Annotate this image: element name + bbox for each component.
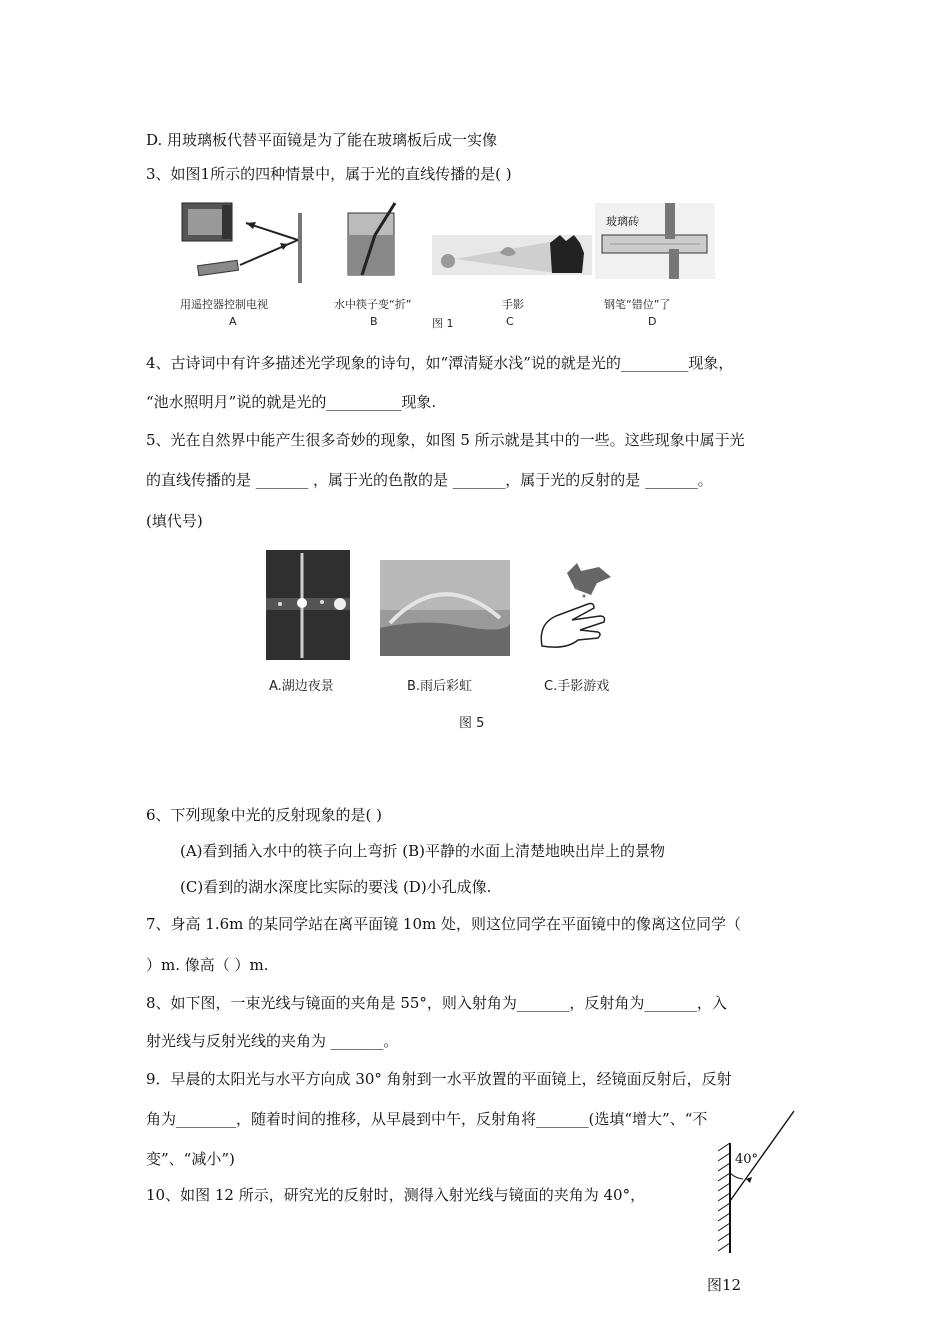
question-5-line-1: 5、光在自然界中能产生很多奇妙的现象，如图 5 所示就是其中的一些。这些现象中属于光	[146, 431, 745, 449]
figure-1-drawing	[170, 195, 730, 335]
rainbow-photo	[380, 560, 510, 656]
question-9-line-3: 变”、“减小”)	[146, 1150, 235, 1168]
fig5-caption-c: C.手影游戏	[544, 679, 610, 694]
question-6: 6、下列现象中光的反射现象的是( )	[146, 806, 383, 824]
fig1-letter-c: C	[506, 315, 514, 328]
fig1-caption-a: 用遥控器控制电视	[180, 298, 268, 311]
figure-12-drawing	[708, 1105, 808, 1255]
fig1-letter-b: B	[370, 315, 378, 328]
question-5-line-2: 的直线传播的是 _______ ，属于光的色散的是 _______，属于光的反射的是 _______。	[146, 471, 713, 489]
fig1-letter-d: D	[648, 315, 657, 328]
fig5-caption-a: A.湖边夜景	[269, 679, 334, 694]
question-8-line-1: 8、如下图，一束光线与镜面的夹角是 55°，则入射角为_______，反射角为_______，入	[146, 994, 727, 1012]
question-3: 3、如图1所示的四种情景中，属于光的直线传播的是( )	[146, 165, 512, 183]
question-9-line-2: 角为________，随着时间的推移，从早晨到中午，反射角将_______(选填“增大”、“不	[146, 1110, 708, 1128]
fig1-caption-d: 钢笔“错位”了	[604, 298, 671, 311]
glass-brick-label: 玻璃砖	[606, 215, 639, 228]
figure-5	[262, 548, 632, 663]
pen-behind-glass-icon	[595, 203, 715, 279]
fig5-caption-b: B.雨后彩虹	[407, 679, 473, 694]
fig1-caption-c: 手影	[502, 298, 524, 311]
question-4-line-1: 4、古诗词中有许多描述光学现象的诗句，如“潭清疑水浅”说的就是光的_________现象，	[146, 354, 734, 372]
figure-5-drawing	[262, 548, 632, 663]
question-7-line-1: 7、身高 1.6m 的某同学站在离平面镜 10m 处，则这位同学在平面镜中的像离这位同学（	[146, 915, 742, 933]
chopsticks-in-water-icon	[348, 203, 395, 275]
question-9-line-1: 9．早晨的太阳光与水平方向成 30° 角射到一水平放置的平面镜上，经镜面反射后，反射	[146, 1070, 732, 1088]
mirror-icon	[718, 1143, 730, 1253]
fig12-title: 图12	[707, 1276, 742, 1294]
question-6-options-cd: (C)看到的湖水深度比实际的要浅 (D)小孔成像.	[180, 878, 492, 896]
question-4-line-2: “池水照明月”说的就是光的__________现象.	[146, 393, 437, 411]
hand-shadow-game-illustration	[541, 563, 611, 647]
figure-1	[170, 195, 730, 335]
question-5-line-3: (填代号)	[146, 512, 203, 530]
fig5-title: 图 5	[459, 716, 485, 731]
tv-remote-icon	[182, 203, 300, 283]
hand-shadow-icon	[432, 235, 592, 275]
lake-night-photo	[266, 550, 350, 660]
figure-12	[708, 1105, 808, 1255]
angle-label: 40°	[735, 1152, 759, 1167]
question-6-options-ab: (A)看到插入水中的筷子向上弯折 (B)平静的水面上清楚地映出岸上的景物	[180, 842, 666, 860]
question-10: 10、如图 12 所示，研究光的反射时，测得入射光线与镜面的夹角为 40°，	[146, 1186, 646, 1204]
question-8-line-2: 射光线与反射光线的夹角为 _______。	[146, 1032, 399, 1050]
fig1-title: 图 1	[432, 317, 454, 330]
fig1-caption-b: 水中筷子变“折”	[334, 298, 412, 311]
question-7-line-2: ）m. 像高（ ）m.	[146, 956, 269, 974]
fig1-letter-a: A	[229, 315, 237, 328]
text-line-option-d: D. 用玻璃板代替平面镜是为了能在玻璃板后成一实像	[146, 131, 498, 149]
